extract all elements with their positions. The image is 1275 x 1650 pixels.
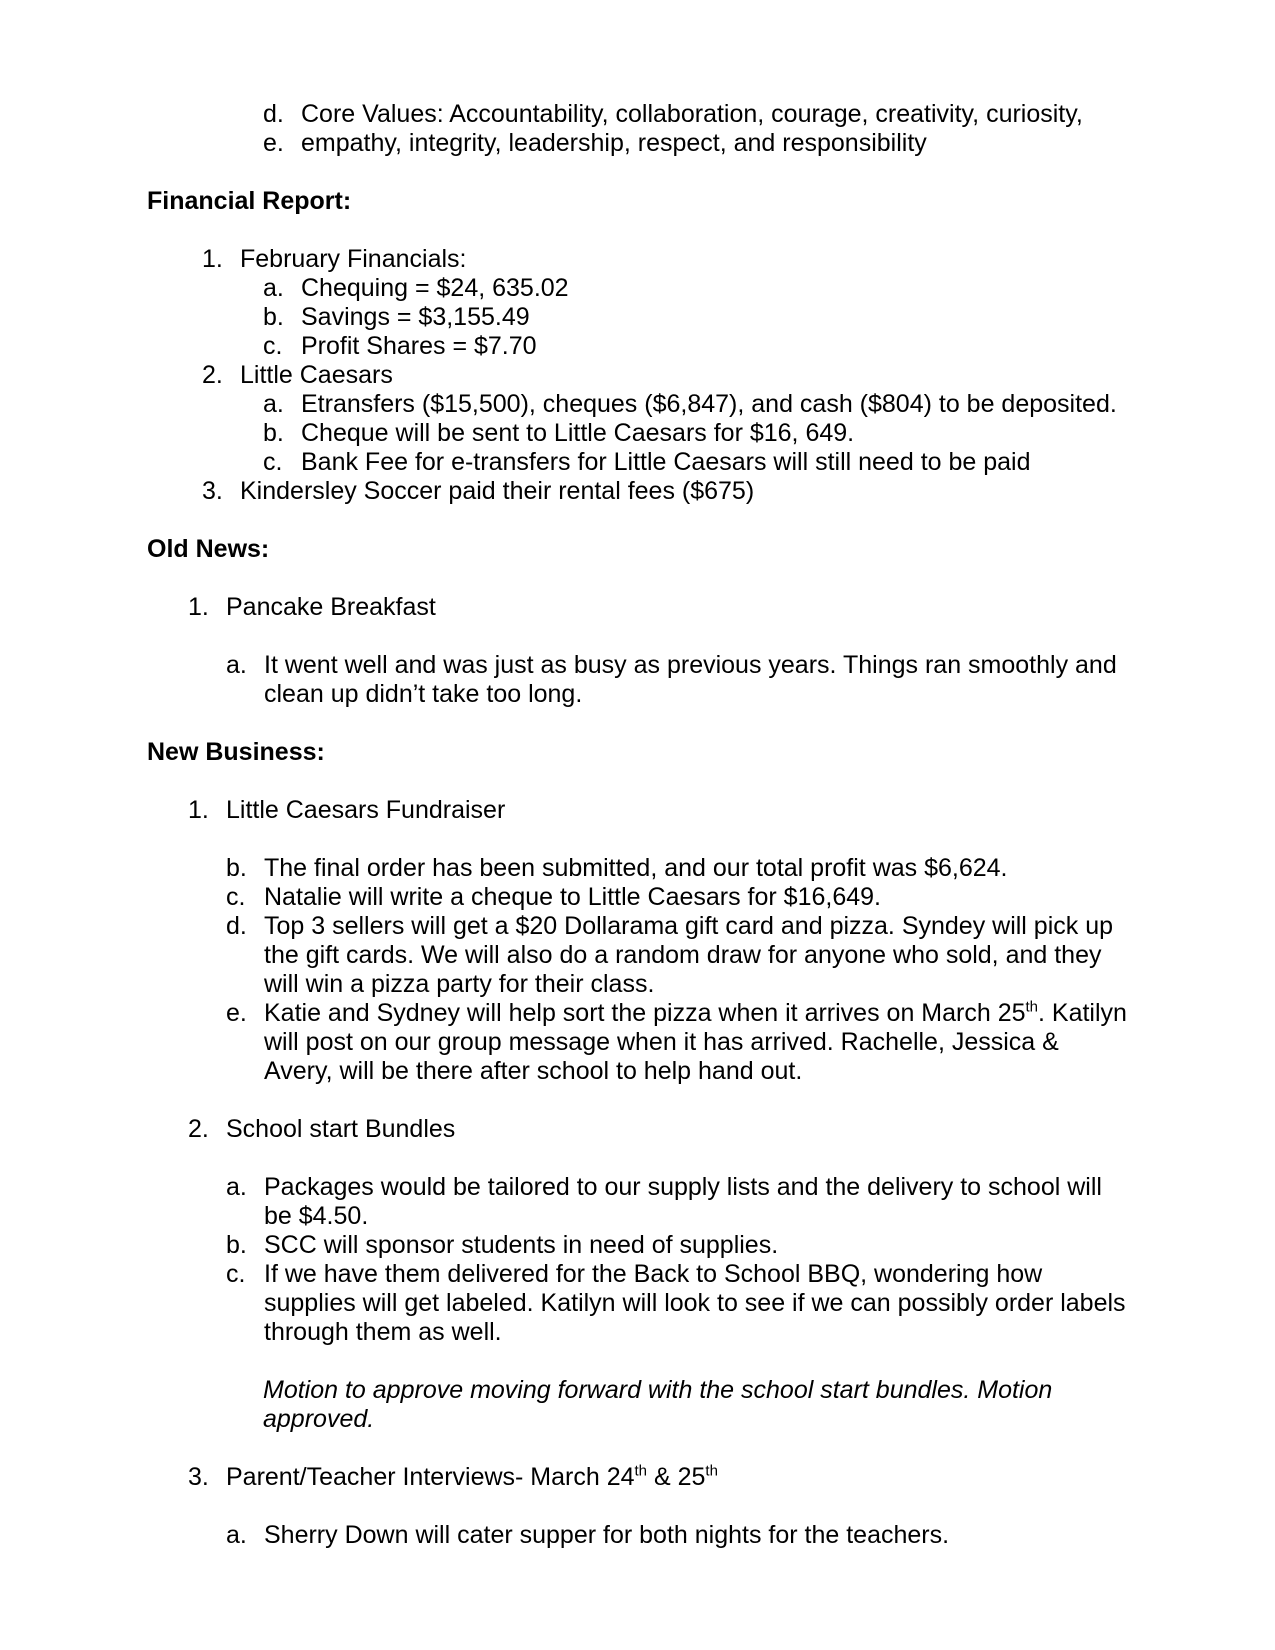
list-marker: b. xyxy=(226,854,247,882)
blank-line xyxy=(147,216,1128,245)
blank-line xyxy=(147,1492,1128,1521)
list-item-text xyxy=(264,912,1128,999)
text-run: Natalie will write a cheque to Little Caesars for $16,649. xyxy=(264,883,881,911)
list-marker: 2. xyxy=(202,361,223,389)
text-run: Packages would be tailored to our supply lists and the delivery to school will be $4.50. xyxy=(264,1173,1102,1230)
text-run: School start Bundles xyxy=(226,1115,456,1143)
list-item xyxy=(226,651,1128,709)
blank-line xyxy=(147,158,1128,187)
text-run: Etransfers ($15,500), cheques ($6,847), and cash ($804) to be deposited. xyxy=(301,390,1117,418)
list-marker: e. xyxy=(263,129,284,157)
list-item-text xyxy=(264,999,1128,1086)
list-marker: c. xyxy=(226,883,246,911)
list-item xyxy=(226,1231,1128,1260)
list-item xyxy=(226,912,1128,999)
blank-line xyxy=(147,622,1128,651)
list-marker: a. xyxy=(226,1173,247,1201)
blank-line xyxy=(147,1434,1128,1463)
text-run: Old News: xyxy=(147,535,270,563)
list-item xyxy=(263,390,1128,419)
text-run: Little Caesars xyxy=(240,361,393,389)
list-marker: a. xyxy=(226,651,247,679)
list-item xyxy=(263,274,1128,303)
list-marker: e. xyxy=(226,999,247,1027)
list-item-text xyxy=(301,274,1128,303)
text-run: Little Caesars Fundraiser xyxy=(226,796,506,824)
list-marker: a. xyxy=(263,274,284,302)
blank-line xyxy=(147,506,1128,535)
list-item xyxy=(226,999,1128,1086)
list-item-text xyxy=(301,419,1128,448)
text-run: Savings = $3,155.49 xyxy=(301,303,530,331)
text-run: Kindersley Soccer paid their rental fees ($675) xyxy=(240,477,755,505)
list-marker: 1. xyxy=(202,245,223,273)
list-item-text xyxy=(301,390,1128,419)
list-item-text xyxy=(301,448,1128,477)
blank-line xyxy=(147,1086,1128,1115)
list-item-text xyxy=(301,100,1128,129)
list-marker: b. xyxy=(226,1231,247,1259)
list-item-text xyxy=(226,593,1128,622)
list-item-text xyxy=(264,1231,1128,1260)
list-item-text xyxy=(301,129,1128,158)
list-item-text xyxy=(240,477,1128,506)
text-run: th xyxy=(634,1462,648,1480)
list-item xyxy=(263,129,1128,158)
text-run: Parent/Teacher Interviews- March 24 xyxy=(226,1463,635,1491)
text-run: Cheque will be sent to Little Caesars for $16, 649. xyxy=(301,419,855,447)
list-item-text xyxy=(226,796,1128,825)
list-item xyxy=(263,419,1128,448)
list-marker: 1. xyxy=(188,796,209,824)
list-item-text xyxy=(226,1115,1128,1144)
blank-line xyxy=(147,1347,1128,1376)
list-item xyxy=(226,1173,1128,1231)
list-marker: d. xyxy=(226,912,247,940)
motion-note xyxy=(263,1376,1128,1434)
list-item xyxy=(202,477,1128,506)
text-run: Pancake Breakfast xyxy=(226,593,436,621)
list-marker: c. xyxy=(263,448,283,476)
text-run: th xyxy=(705,1462,718,1480)
list-marker: b. xyxy=(263,419,284,447)
blank-line xyxy=(147,564,1128,593)
text-run: If we have them delivered for the Back to School BBQ, wondering how supplies will get labeled. Katilyn will look to see if we can possibly order labels through them as well. xyxy=(264,1260,1126,1346)
section-heading xyxy=(147,187,1128,216)
list-item-text xyxy=(226,1463,1128,1492)
list-item xyxy=(263,332,1128,361)
list-marker: c. xyxy=(263,332,283,360)
list-item xyxy=(202,361,1128,390)
text-run: The final order has been submitted, and our total profit was $6,624. xyxy=(264,854,1008,882)
list-item xyxy=(263,100,1128,129)
list-item xyxy=(226,883,1128,912)
list-item-text xyxy=(264,651,1128,709)
text-run: Profit Shares = $7.70 xyxy=(301,332,537,360)
text-run: February Financials: xyxy=(240,245,467,273)
text-run: . Katilyn will post on our group message when it has arrived. Rachelle, Jessica & Avery, will be there after school to help hand out. xyxy=(264,999,1127,1085)
list-item-text xyxy=(264,1521,1128,1550)
list-item-text xyxy=(240,245,1128,274)
list-marker: c. xyxy=(226,1260,246,1288)
text-run: SCC will sponsor students in need of supplies. xyxy=(264,1231,779,1259)
text-run: Katie and Sydney will help sort the pizza when it arrives on March 25 xyxy=(264,999,1026,1027)
list-item xyxy=(188,593,1128,622)
list-item-text xyxy=(264,1260,1128,1347)
list-item-text xyxy=(264,883,1128,912)
blank-line xyxy=(147,767,1128,796)
list-marker: a. xyxy=(263,390,284,418)
list-marker: 1. xyxy=(188,593,209,621)
text-run: empathy, integrity, leadership, respect, and responsibility xyxy=(301,129,927,157)
list-item-text xyxy=(301,332,1128,361)
text-run: Core Values: Accountability, collaboration, courage, creativity, curiosity, xyxy=(301,100,1083,128)
list-marker: d. xyxy=(263,100,284,128)
text-run: It went well and was just as busy as previous years. Things ran smoothly and clean up didn’t take too long. xyxy=(264,651,1117,708)
text-run: th xyxy=(1025,998,1039,1016)
list-item xyxy=(226,854,1128,883)
section-heading xyxy=(147,535,1128,564)
text-run: Financial Report: xyxy=(147,187,352,215)
list-item xyxy=(226,1521,1128,1550)
text-run: Top 3 sellers will get a $20 Dollarama gift card and pizza. Syndey will pick up the gift cards. We will also do a random draw for anyone who sold, and they will win a pizza party for their class. xyxy=(264,912,1114,998)
text-run: Sherry Down will cater supper for both nights for the teachers. xyxy=(264,1521,950,1549)
list-item xyxy=(188,1115,1128,1144)
list-item-text xyxy=(264,1173,1128,1231)
list-item xyxy=(226,1260,1128,1347)
list-item-text xyxy=(240,361,1128,390)
blank-line xyxy=(147,1144,1128,1173)
list-marker: a. xyxy=(226,1521,247,1549)
list-marker: 2. xyxy=(188,1115,209,1143)
text-run: Chequing = $24, 635.02 xyxy=(301,274,569,302)
list-item xyxy=(188,796,1128,825)
list-marker: 3. xyxy=(188,1463,209,1491)
list-item xyxy=(263,303,1128,332)
text-run: Bank Fee for e-transfers for Little Caesars will still need to be paid xyxy=(301,448,1031,476)
blank-line xyxy=(147,825,1128,854)
list-item xyxy=(188,1463,1128,1492)
list-item xyxy=(263,448,1128,477)
text-run: & 25 xyxy=(647,1463,706,1491)
list-item xyxy=(202,245,1128,274)
list-item-text xyxy=(264,854,1128,883)
section-heading xyxy=(147,738,1128,767)
text-run: New Business: xyxy=(147,738,325,766)
list-marker: b. xyxy=(263,303,284,331)
blank-line xyxy=(147,709,1128,738)
list-item-text xyxy=(301,303,1128,332)
text-run: Motion to approve moving forward with the school start bundles. Motion approved. xyxy=(263,1376,1053,1433)
list-marker: 3. xyxy=(202,477,223,505)
